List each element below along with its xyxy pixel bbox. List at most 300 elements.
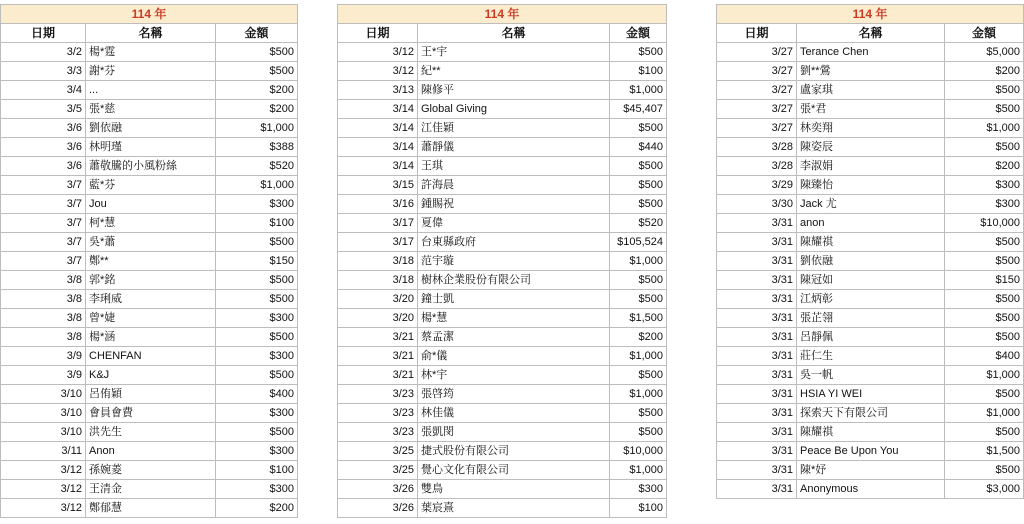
name-cell: 張啓筠 xyxy=(418,385,610,404)
date-cell: 3/25 xyxy=(338,442,418,461)
date-cell: 3/12 xyxy=(1,499,86,518)
date-cell: 3/31 xyxy=(717,233,797,252)
amount-cell: $10,000 xyxy=(945,214,1024,233)
amount-cell: $500 xyxy=(945,138,1024,157)
table-row xyxy=(338,366,667,385)
name-cell: 陳*妤 xyxy=(797,461,945,480)
date-cell: 3/14 xyxy=(338,119,418,138)
table-row xyxy=(1,309,298,328)
date-cell: 3/6 xyxy=(1,157,86,176)
table-row xyxy=(1,195,298,214)
name-cell: 洪先生 xyxy=(86,423,216,442)
name-cell: Anon xyxy=(86,442,216,461)
name-cell: 林明瑾 xyxy=(86,138,216,157)
amount-column-header: 金額 xyxy=(945,24,1024,43)
amount-cell: $500 xyxy=(216,290,298,309)
amount-cell: $200 xyxy=(945,157,1024,176)
amount-cell: $500 xyxy=(610,43,667,62)
amount-cell: $1,000 xyxy=(610,252,667,271)
table-row xyxy=(717,157,1024,176)
name-cell: 台東縣政府 xyxy=(418,233,610,252)
date-cell: 3/7 xyxy=(1,214,86,233)
amount-cell: $1,000 xyxy=(945,404,1024,423)
amount-cell: $500 xyxy=(945,290,1024,309)
table-row xyxy=(338,157,667,176)
name-cell: 李琍威 xyxy=(86,290,216,309)
amount-cell: $300 xyxy=(216,480,298,499)
amount-cell: $300 xyxy=(216,442,298,461)
name-cell: 陳耀祺 xyxy=(797,423,945,442)
amount-cell: $150 xyxy=(945,271,1024,290)
name-cell: 呂侑穎 xyxy=(86,385,216,404)
amount-cell: $500 xyxy=(610,271,667,290)
table-row xyxy=(717,290,1024,309)
table-row xyxy=(717,328,1024,347)
amount-cell: $440 xyxy=(610,138,667,157)
amount-cell: $500 xyxy=(610,119,667,138)
table-row xyxy=(717,100,1024,119)
table-row xyxy=(338,347,667,366)
table-row xyxy=(1,81,298,100)
amount-column-header: 金額 xyxy=(610,24,667,43)
date-cell: 3/8 xyxy=(1,328,86,347)
name-cell: 張*慈 xyxy=(86,100,216,119)
column-header-row xyxy=(338,24,667,43)
column-header-row xyxy=(1,24,298,43)
year-header-row xyxy=(717,5,1024,24)
amount-cell: $388 xyxy=(216,138,298,157)
table-row xyxy=(1,100,298,119)
column-header-row xyxy=(717,24,1024,43)
date-cell: 3/10 xyxy=(1,423,86,442)
table-row xyxy=(717,81,1024,100)
date-cell: 3/11 xyxy=(1,442,86,461)
name-cell: 王琪 xyxy=(418,157,610,176)
table-row xyxy=(717,252,1024,271)
amount-cell: $200 xyxy=(216,499,298,518)
date-cell: 3/31 xyxy=(717,214,797,233)
date-cell: 3/31 xyxy=(717,366,797,385)
date-cell: 3/25 xyxy=(338,461,418,480)
table-row xyxy=(1,461,298,480)
name-cell: 鍾賜祝 xyxy=(418,195,610,214)
amount-cell: $500 xyxy=(610,195,667,214)
table-row xyxy=(717,480,1024,499)
date-cell: 3/10 xyxy=(1,385,86,404)
name-cell: 陳耀祺 xyxy=(797,233,945,252)
name-cell: 許海晨 xyxy=(418,176,610,195)
name-cell: 孫婉菱 xyxy=(86,461,216,480)
donation-table-2 xyxy=(337,4,667,518)
table-row xyxy=(338,176,667,195)
date-cell: 3/7 xyxy=(1,252,86,271)
amount-cell: $100 xyxy=(216,214,298,233)
name-column-header: 名稱 xyxy=(797,24,945,43)
date-cell: 3/27 xyxy=(717,81,797,100)
amount-cell: $500 xyxy=(216,423,298,442)
amount-cell: $500 xyxy=(945,252,1024,271)
date-cell: 3/3 xyxy=(1,62,86,81)
date-cell: 3/31 xyxy=(717,309,797,328)
date-cell: 3/15 xyxy=(338,176,418,195)
name-cell: 覺心文化有限公司 xyxy=(418,461,610,480)
donation-table-3 xyxy=(716,4,1024,499)
table-row xyxy=(717,404,1024,423)
date-cell: 3/2 xyxy=(1,43,86,62)
table-row xyxy=(1,499,298,518)
table-row xyxy=(338,404,667,423)
date-cell: 3/12 xyxy=(338,62,418,81)
name-cell: 吳一帆 xyxy=(797,366,945,385)
date-cell: 3/14 xyxy=(338,157,418,176)
amount-cell: $300 xyxy=(945,176,1024,195)
date-cell: 3/4 xyxy=(1,81,86,100)
name-cell: 陳姿辰 xyxy=(797,138,945,157)
date-cell: 3/30 xyxy=(717,195,797,214)
date-cell: 3/31 xyxy=(717,271,797,290)
table-row xyxy=(338,309,667,328)
date-cell: 3/28 xyxy=(717,138,797,157)
table-row xyxy=(1,347,298,366)
date-cell: 3/6 xyxy=(1,138,86,157)
name-cell: 楊*霆 xyxy=(86,43,216,62)
name-cell: 吳*蕭 xyxy=(86,233,216,252)
name-cell: 陳臻怡 xyxy=(797,176,945,195)
name-cell: 劉依融 xyxy=(86,119,216,138)
date-cell: 3/9 xyxy=(1,347,86,366)
date-cell: 3/26 xyxy=(338,499,418,518)
amount-cell: $500 xyxy=(945,328,1024,347)
table-row xyxy=(338,81,667,100)
name-cell: 柯*慧 xyxy=(86,214,216,233)
table-row xyxy=(1,252,298,271)
table-row xyxy=(1,404,298,423)
amount-cell: $200 xyxy=(216,100,298,119)
amount-cell: $500 xyxy=(945,100,1024,119)
name-cell: 鐘士凱 xyxy=(418,290,610,309)
date-column-header: 日期 xyxy=(338,24,418,43)
name-cell: 俞*儀 xyxy=(418,347,610,366)
table-row xyxy=(1,385,298,404)
name-cell: 陳修平 xyxy=(418,81,610,100)
name-cell: 會員會費 xyxy=(86,404,216,423)
date-cell: 3/31 xyxy=(717,461,797,480)
year-label: 114 年 xyxy=(717,5,1024,24)
table-row xyxy=(1,328,298,347)
name-cell: 夏偉 xyxy=(418,214,610,233)
table-row xyxy=(717,271,1024,290)
name-cell: Jou xyxy=(86,195,216,214)
table-row xyxy=(717,233,1024,252)
name-cell: 探索天下有限公司 xyxy=(797,404,945,423)
table-row xyxy=(338,499,667,518)
date-cell: 3/20 xyxy=(338,309,418,328)
amount-cell: $500 xyxy=(610,404,667,423)
amount-cell: $300 xyxy=(216,309,298,328)
name-cell: 雙鳥 xyxy=(418,480,610,499)
year-header-row xyxy=(1,5,298,24)
name-cell: 謝*芬 xyxy=(86,62,216,81)
date-cell: 3/10 xyxy=(1,404,86,423)
date-cell: 3/17 xyxy=(338,233,418,252)
date-cell: 3/8 xyxy=(1,271,86,290)
name-cell: 曾*婕 xyxy=(86,309,216,328)
name-cell: 郭*銘 xyxy=(86,271,216,290)
amount-cell: $500 xyxy=(216,62,298,81)
amount-cell: $100 xyxy=(216,461,298,480)
table-row xyxy=(338,328,667,347)
table-row xyxy=(1,43,298,62)
table-row xyxy=(338,461,667,480)
name-cell: anon xyxy=(797,214,945,233)
date-cell: 3/7 xyxy=(1,195,86,214)
table-row xyxy=(1,62,298,81)
date-cell: 3/5 xyxy=(1,100,86,119)
amount-cell: $500 xyxy=(216,366,298,385)
amount-cell: $1,000 xyxy=(610,461,667,480)
name-cell: 楊*慧 xyxy=(418,309,610,328)
name-cell: 張*君 xyxy=(797,100,945,119)
date-cell: 3/31 xyxy=(717,423,797,442)
date-cell: 3/8 xyxy=(1,309,86,328)
amount-cell: $200 xyxy=(610,328,667,347)
year-label: 114 年 xyxy=(338,5,667,24)
name-cell: 陳冠如 xyxy=(797,271,945,290)
table-row xyxy=(338,138,667,157)
date-cell: 3/21 xyxy=(338,328,418,347)
table-row xyxy=(1,480,298,499)
date-cell: 3/12 xyxy=(1,480,86,499)
table-row xyxy=(1,423,298,442)
date-cell: 3/27 xyxy=(717,43,797,62)
table-row xyxy=(717,176,1024,195)
amount-cell: $400 xyxy=(216,385,298,404)
name-cell: HSIA YI WEI xyxy=(797,385,945,404)
name-cell: 林佳儀 xyxy=(418,404,610,423)
name-cell: 蕭靜儀 xyxy=(418,138,610,157)
name-cell: 王*宇 xyxy=(418,43,610,62)
table-row xyxy=(338,195,667,214)
amount-cell: $150 xyxy=(216,252,298,271)
amount-cell: $100 xyxy=(610,62,667,81)
date-cell: 3/6 xyxy=(1,119,86,138)
amount-cell: $300 xyxy=(216,195,298,214)
name-cell: 莊仁生 xyxy=(797,347,945,366)
amount-cell: $500 xyxy=(945,309,1024,328)
table-row xyxy=(338,442,667,461)
table-row xyxy=(717,423,1024,442)
amount-cell: $500 xyxy=(945,423,1024,442)
date-cell: 3/29 xyxy=(717,176,797,195)
table-row xyxy=(717,214,1024,233)
date-cell: 3/23 xyxy=(338,404,418,423)
date-cell: 3/21 xyxy=(338,366,418,385)
table-row xyxy=(1,233,298,252)
amount-cell: $500 xyxy=(216,271,298,290)
date-cell: 3/18 xyxy=(338,252,418,271)
name-cell: 盧家琪 xyxy=(797,81,945,100)
name-cell: ... xyxy=(86,81,216,100)
table-row xyxy=(717,366,1024,385)
date-cell: 3/31 xyxy=(717,347,797,366)
name-cell: 張凱閔 xyxy=(418,423,610,442)
amount-cell: $5,000 xyxy=(945,43,1024,62)
date-column-header: 日期 xyxy=(717,24,797,43)
name-column-header: 名稱 xyxy=(418,24,610,43)
amount-cell: $500 xyxy=(216,233,298,252)
table-row xyxy=(338,423,667,442)
amount-cell: $1,000 xyxy=(610,81,667,100)
amount-cell: $500 xyxy=(945,81,1024,100)
name-cell: 樹林企業股份有限公司 xyxy=(418,271,610,290)
date-cell: 3/31 xyxy=(717,442,797,461)
date-column-header: 日期 xyxy=(1,24,86,43)
date-cell: 3/14 xyxy=(338,100,418,119)
table-row xyxy=(1,290,298,309)
date-cell: 3/27 xyxy=(717,119,797,138)
name-cell: Anonymous xyxy=(797,480,945,499)
name-cell: 劉**鶯 xyxy=(797,62,945,81)
amount-cell: $1,000 xyxy=(610,347,667,366)
amount-column-header: 金額 xyxy=(216,24,298,43)
name-cell: 楊*涵 xyxy=(86,328,216,347)
table-row xyxy=(338,119,667,138)
table-row xyxy=(1,442,298,461)
table-row xyxy=(717,138,1024,157)
name-column-header: 名稱 xyxy=(86,24,216,43)
name-cell: 劉依融 xyxy=(797,252,945,271)
date-cell: 3/23 xyxy=(338,385,418,404)
table-row xyxy=(338,43,667,62)
name-cell: Terance Chen xyxy=(797,43,945,62)
amount-cell: $500 xyxy=(945,461,1024,480)
name-cell: 江佳穎 xyxy=(418,119,610,138)
name-cell: 蔡孟潔 xyxy=(418,328,610,347)
date-cell: 3/8 xyxy=(1,290,86,309)
date-cell: 3/7 xyxy=(1,176,86,195)
year-label: 114 年 xyxy=(1,5,298,24)
table-row xyxy=(1,366,298,385)
date-cell: 3/16 xyxy=(338,195,418,214)
amount-cell: $200 xyxy=(216,81,298,100)
name-cell: 鄭** xyxy=(86,252,216,271)
name-cell: 江炳彰 xyxy=(797,290,945,309)
name-cell: 王清金 xyxy=(86,480,216,499)
table-row xyxy=(338,100,667,119)
amount-cell: $520 xyxy=(610,214,667,233)
date-cell: 3/21 xyxy=(338,347,418,366)
date-cell: 3/26 xyxy=(338,480,418,499)
date-cell: 3/27 xyxy=(717,62,797,81)
donation-table-1 xyxy=(0,4,298,518)
table-row xyxy=(717,195,1024,214)
table-row xyxy=(717,62,1024,81)
table-row xyxy=(338,271,667,290)
name-cell: 林*宇 xyxy=(418,366,610,385)
amount-cell: $3,000 xyxy=(945,480,1024,499)
table-row xyxy=(338,214,667,233)
table-row xyxy=(1,138,298,157)
date-cell: 3/12 xyxy=(338,43,418,62)
amount-cell: $300 xyxy=(945,195,1024,214)
name-cell: 范宇璇 xyxy=(418,252,610,271)
amount-cell: $1,500 xyxy=(945,442,1024,461)
amount-cell: $200 xyxy=(945,62,1024,81)
amount-cell: $1,000 xyxy=(610,385,667,404)
table-row xyxy=(717,385,1024,404)
table-row xyxy=(338,233,667,252)
name-cell: 李淑娟 xyxy=(797,157,945,176)
amount-cell: $500 xyxy=(610,290,667,309)
table-row xyxy=(1,271,298,290)
date-cell: 3/20 xyxy=(338,290,418,309)
year-header-row xyxy=(338,5,667,24)
name-cell: Global Giving xyxy=(418,100,610,119)
amount-cell: $300 xyxy=(216,404,298,423)
date-cell: 3/17 xyxy=(338,214,418,233)
date-cell: 3/9 xyxy=(1,366,86,385)
date-cell: 3/12 xyxy=(1,461,86,480)
name-cell: 紀** xyxy=(418,62,610,81)
table-row xyxy=(338,385,667,404)
date-cell: 3/14 xyxy=(338,138,418,157)
amount-cell: $500 xyxy=(610,366,667,385)
name-cell: 葉宸熹 xyxy=(418,499,610,518)
table-row xyxy=(1,214,298,233)
date-cell: 3/27 xyxy=(717,100,797,119)
amount-cell: $500 xyxy=(610,157,667,176)
amount-cell: $45,407 xyxy=(610,100,667,119)
table-row xyxy=(717,119,1024,138)
amount-cell: $500 xyxy=(610,176,667,195)
name-cell: 蕭敬騰的小風粉絲 xyxy=(86,157,216,176)
date-cell: 3/31 xyxy=(717,480,797,499)
name-cell: 張芷翎 xyxy=(797,309,945,328)
amount-cell: $10,000 xyxy=(610,442,667,461)
name-cell: CHENFAN xyxy=(86,347,216,366)
amount-cell: $500 xyxy=(216,328,298,347)
date-cell: 3/23 xyxy=(338,423,418,442)
amount-cell: $300 xyxy=(216,347,298,366)
date-cell: 3/13 xyxy=(338,81,418,100)
amount-cell: $1,000 xyxy=(216,119,298,138)
table-row xyxy=(717,309,1024,328)
table-row xyxy=(338,480,667,499)
amount-cell: $500 xyxy=(216,43,298,62)
date-cell: 3/28 xyxy=(717,157,797,176)
table-row xyxy=(717,43,1024,62)
table-row xyxy=(717,461,1024,480)
amount-cell: $500 xyxy=(945,385,1024,404)
table-row xyxy=(338,290,667,309)
name-cell: Jack 尤 xyxy=(797,195,945,214)
amount-cell: $1,000 xyxy=(945,366,1024,385)
table-row xyxy=(1,119,298,138)
amount-cell: $105,524 xyxy=(610,233,667,252)
date-cell: 3/31 xyxy=(717,252,797,271)
table-row xyxy=(338,252,667,271)
name-cell: 鄭郁慧 xyxy=(86,499,216,518)
table-row xyxy=(1,157,298,176)
amount-cell: $300 xyxy=(610,480,667,499)
table-row xyxy=(338,62,667,81)
name-cell: 捷式股份有限公司 xyxy=(418,442,610,461)
name-cell: 林奕翔 xyxy=(797,119,945,138)
name-cell: K&J xyxy=(86,366,216,385)
date-cell: 3/31 xyxy=(717,404,797,423)
name-cell: 藍*芬 xyxy=(86,176,216,195)
date-cell: 3/31 xyxy=(717,328,797,347)
